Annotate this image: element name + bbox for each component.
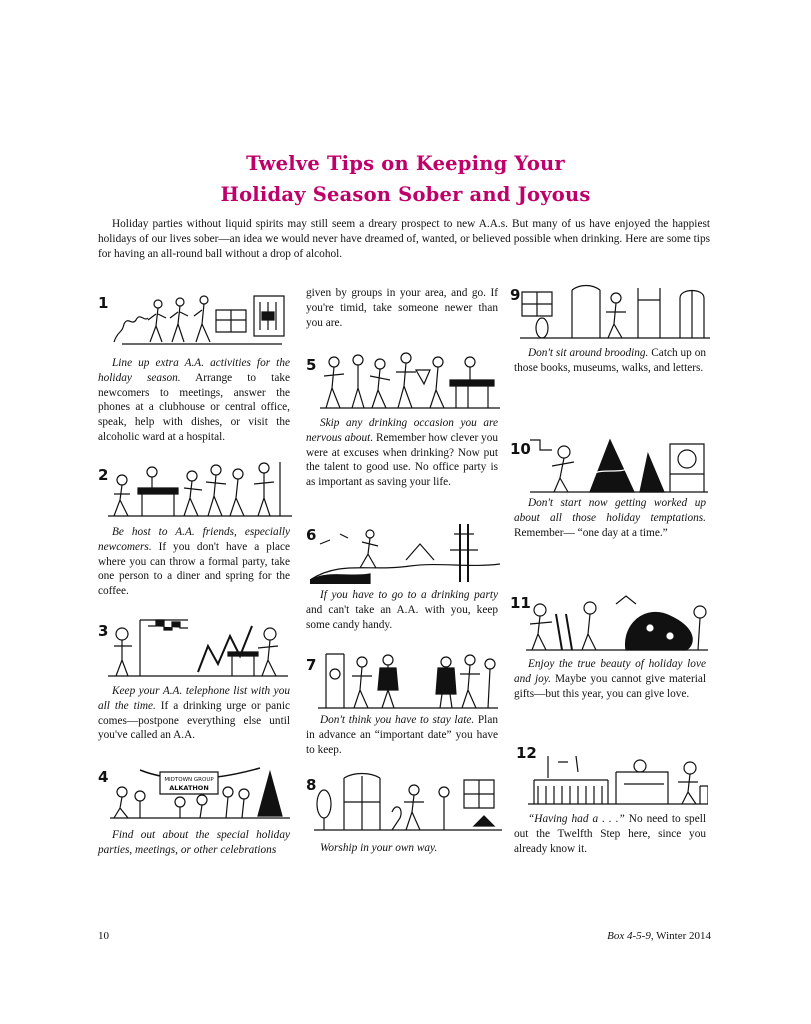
tip-2-text [98,525,290,599]
tip-1-text [98,356,290,445]
tip-12-lead: “Having had a . . .” [528,813,625,825]
tip-8-text [306,841,498,856]
tip-5-number: 5 [306,356,317,374]
tip-9-number: 9 [510,286,521,304]
tip-10-lead: Don't start now getting worked up about all those holiday temptations. [514,497,706,524]
tip-6-lead: If you have to go to a drinking party [320,589,498,601]
tip-12-number: 12 [516,744,537,762]
tip-12-text [514,812,706,856]
tip-2-number: 2 [98,466,109,484]
tip-12-body: No need to spell out the Twelfth Step here, since you already know it. [514,813,706,855]
tip-4-number: 4 [98,768,109,786]
tip-7-text [306,713,498,757]
tip-2-lead: Be host to A.A. friends, especially newcomers. [98,526,290,553]
tip-1-body: Arrange to take newcomers to meetings, answer the phones at a clubhouse or central office, speak, help with dishes, or visit the alcoholic ward at a hospital. [98,371,290,443]
tip-8-illustration [314,772,502,834]
tip-9-body: Catch up on those books, museums, walks, and letters. [514,347,706,374]
tip-5-illustration [320,350,500,412]
tip-1-illustration [112,290,292,346]
tip-3-illustration [108,616,288,680]
tip-4-text [98,828,290,858]
tip-3-body: If a drinking urge or panic comes—postpone everything else until you've called an A.A. [98,699,290,742]
tip-8-lead: Worship in your own way. [320,842,438,854]
banner-text-top: MIDTOWN GROUP [164,777,214,783]
tip-8-number: 8 [306,776,317,794]
publication-info [607,930,711,942]
tip-10-body: Remember— “one day at a time.” [514,526,668,539]
tip-5-body: Remember how clever you were at excuses when drinking? Now put the talent to good use. No office party is as important as saving your life. [306,431,499,489]
tip-7-lead: Don't think you have to stay late. [320,714,475,726]
tip-9-text [514,346,706,376]
tip-11-body: Maybe you cannot give material gifts—but this year, you can give love. [514,672,706,700]
tip-10-text [514,496,706,540]
tip-11-number: 11 [510,594,531,612]
tip-7-body: Plan in advance an “important date” you have to keep. [306,714,498,756]
tip-4-continuation: given by groups in your area, and go. If you're timid, take someone newer than you are. [306,287,498,329]
tip-6-number: 6 [306,526,317,544]
tip-11-illustration [526,594,708,654]
tip-1-number: 1 [98,294,109,312]
tip-7-number: 7 [306,656,317,674]
tip-6-text [306,588,498,632]
title-line-1: Twelve Tips on Keeping Your [246,152,565,175]
tip-2-body: If you don't have a place where you can throw a formal party, take one person to a diner and spring for the coffee. [98,540,290,598]
tip-12-illustration [528,752,708,808]
tip-2-illustration [108,458,292,520]
tip-4-lead: Find out about the special holiday parties, meetings, or other celebrations [98,829,290,856]
tip-10-number: 10 [510,440,531,458]
tip-6-illustration [310,520,500,584]
tip-3-number: 3 [98,622,109,640]
publication-issue: , Winter 2014 [650,930,711,942]
tip-4-illustration [110,762,290,822]
tip-3-text [98,684,290,743]
intro-paragraph: Holiday parties without liquid spirits may still seem a dreary prospect to new A.A.s. But many of us have enjoyed the happiest holidays of our lives sober—an idea we would never have dreamed of, wanted, or believed possible when drinking. Here are some tips for having an all-round ball without a drop of alcohol. [98,218,710,261]
tip-9-lead: Don't sit around brooding. [528,347,649,359]
tip-10-illustration [530,434,708,496]
title-line-2: Holiday Season Sober and Joyous [220,183,591,206]
publication-name: Box 4-5-9 [607,930,651,942]
banner-text-bottom: ALKATHON [169,784,209,792]
tip-1-lead: Line up extra A.A. activities for the holiday season. [98,357,290,384]
tip-5-text [306,416,498,490]
tip-11-text [514,657,706,701]
tip-7-illustration [318,650,498,712]
tip-11-lead: Enjoy the true beauty of holiday love and joy. [514,658,706,685]
tip-6-body: and can't take an A.A. with you, keep some candy handy. [306,603,498,631]
tip-3-lead: Keep your A.A. telephone list with you all the time. [98,685,290,712]
tip-5-lead: Skip any drinking occasion you are nervous about. [306,417,498,444]
tip-9-illustration [520,284,710,342]
page-number: 10 [98,930,109,942]
